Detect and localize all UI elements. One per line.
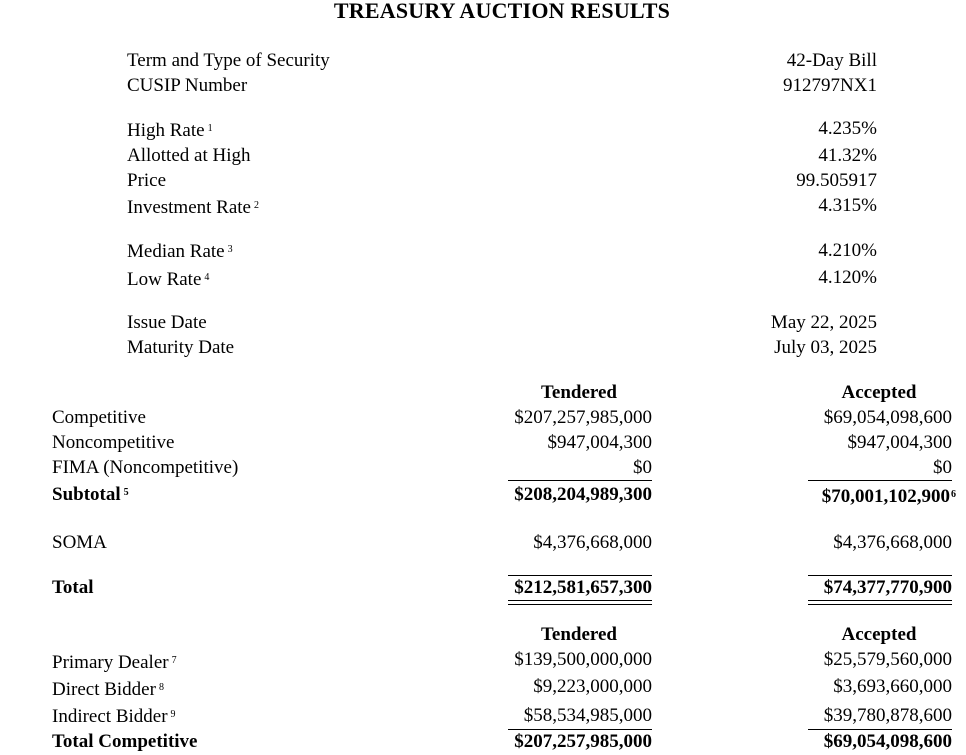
- footnote-8: 8: [158, 682, 164, 693]
- primary-dealer-label: Primary Dealer $^7$: [52, 652, 177, 673]
- high-rate-label: High Rate $^1$: [127, 120, 213, 141]
- investment-rate-value: 4.315%: [818, 195, 877, 216]
- competitive-accepted: $69,054,098,600: [823, 407, 952, 428]
- total-label: Total: [52, 577, 94, 598]
- indirect-bidder-label: Indirect Bidder $^9$: [52, 706, 176, 727]
- allotted-value: 41.32%: [818, 145, 877, 166]
- bidders-tendered-header: Tendered: [540, 624, 618, 645]
- total-rule-tendered: [508, 575, 652, 576]
- term-label: Term and Type of Security: [127, 50, 330, 71]
- indirect-bidder-tendered: $58,534,985,000: [523, 705, 652, 726]
- noncompetitive-label: Noncompetitive: [52, 432, 175, 453]
- cusip-label: CUSIP Number: [127, 75, 248, 96]
- noncompetitive-accepted: $947,004,300: [847, 432, 952, 453]
- total-tendered: $212,581,657,300: [514, 577, 652, 598]
- subtotal-label: Subtotal $^5$: [52, 484, 129, 505]
- competitive-tendered: $207,257,985,000: [514, 407, 652, 428]
- competitive-label: Competitive: [52, 407, 146, 428]
- total-competitive-label: Total Competitive: [52, 731, 198, 752]
- total-comp-rule-accepted: [808, 729, 952, 730]
- total-accepted: $74,377,770,900: [823, 577, 952, 598]
- soma-accepted: $4,376,668,000: [833, 532, 952, 553]
- page-title: TREASURY AUCTION RESULTS: [333, 0, 671, 23]
- subtotal-accepted: $70,001,102,900$^6$: [821, 486, 956, 507]
- total-comp-rule-tendered: [508, 729, 652, 730]
- cusip-value: 912797NX1: [783, 75, 877, 96]
- total-rule-accepted: [808, 575, 952, 576]
- accepted-header: Accepted: [841, 382, 917, 403]
- soma-label: SOMA: [52, 532, 107, 553]
- primary-dealer-tendered: $139,500,000,000: [514, 649, 652, 670]
- total-competitive-tendered: $207,257,985,000: [514, 731, 652, 752]
- total-double-rule-tendered: [508, 600, 652, 605]
- footnote-6: 6: [951, 489, 956, 500]
- median-rate-value: 4.210%: [818, 240, 877, 261]
- subtotal-rule-tendered: [508, 480, 652, 481]
- noncompetitive-tendered: $947,004,300: [547, 432, 652, 453]
- maturity-date-value: July 03, 2025: [774, 337, 877, 358]
- fima-tendered: $0: [633, 457, 652, 478]
- allotted-label: Allotted at High: [127, 145, 251, 166]
- low-rate-value: 4.120%: [818, 267, 877, 288]
- issue-date-value: May 22, 2025: [770, 312, 877, 333]
- fima-label: FIMA (Noncompetitive): [52, 457, 239, 478]
- footnote-3: 3: [227, 244, 233, 255]
- median-rate-label: Median Rate $^3$: [127, 241, 233, 262]
- maturity-date-label: Maturity Date: [127, 337, 235, 358]
- subtotal-rule-accepted: [808, 480, 952, 481]
- direct-bidder-label: Direct Bidder $^8$: [52, 679, 164, 700]
- direct-bidder-tendered: $9,223,000,000: [533, 676, 652, 697]
- footnote-2: 2: [254, 200, 259, 211]
- investment-rate-label: Investment Rate $^2$: [127, 197, 259, 218]
- footnote-1: 1: [207, 123, 213, 134]
- subtotal-tendered: $208,204,989,300: [514, 484, 652, 505]
- tendered-header: Tendered: [540, 382, 618, 403]
- total-competitive-accepted: $69,054,098,600: [823, 731, 952, 752]
- footnote-9: 9: [170, 709, 176, 720]
- direct-bidder-accepted: $3,693,660,000: [833, 676, 952, 697]
- low-rate-label: Low Rate $^4$: [127, 269, 210, 290]
- footnote-7: 7: [171, 655, 177, 666]
- total-double-rule-accepted: [808, 600, 952, 605]
- term-value: 42-Day Bill: [786, 50, 877, 71]
- soma-tendered: $4,376,668,000: [533, 532, 652, 553]
- primary-dealer-accepted: $25,579,560,000: [823, 649, 952, 670]
- fima-accepted: $0: [933, 457, 952, 478]
- footnote-5: 5: [123, 487, 129, 498]
- high-rate-value: 4.235%: [818, 118, 877, 139]
- price-value: 99.505917: [796, 170, 877, 191]
- price-label: Price: [127, 170, 167, 191]
- issue-date-label: Issue Date: [127, 312, 207, 333]
- bidders-accepted-header: Accepted: [841, 624, 917, 645]
- footnote-4: 4: [204, 272, 210, 283]
- indirect-bidder-accepted: $39,780,878,600: [823, 705, 952, 726]
